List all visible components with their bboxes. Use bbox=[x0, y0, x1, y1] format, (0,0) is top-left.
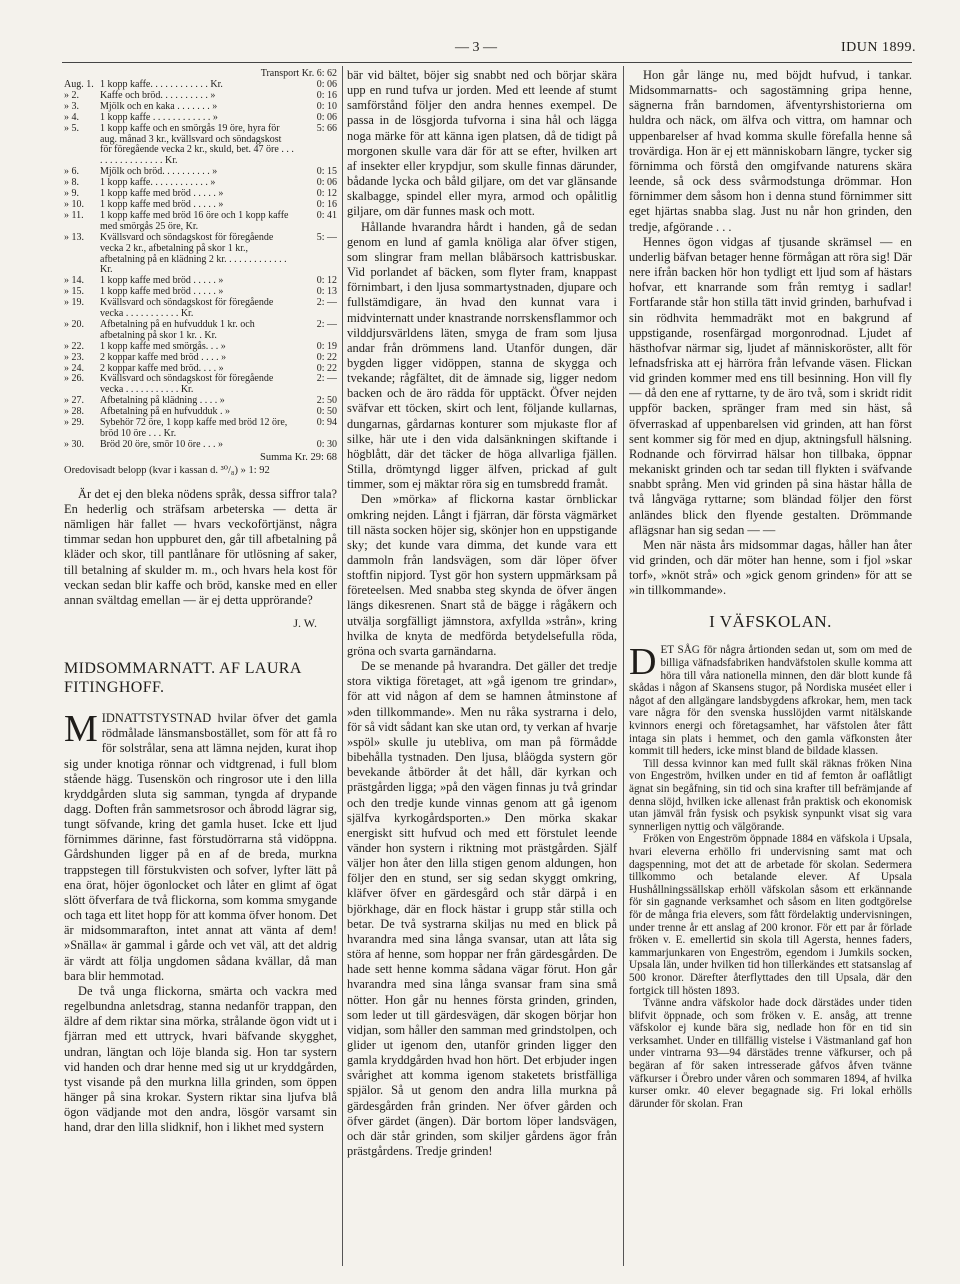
ledger-date: » 27. bbox=[64, 395, 84, 407]
ledger-amount: 0: 50 bbox=[316, 406, 337, 418]
ledger-date: » 14. bbox=[64, 275, 84, 287]
ledger-heading: Transport Kr. 6: 62 bbox=[260, 68, 337, 79]
article-paragraph: Hållande hvarandra hårdt i handen, gå de sedan genom en lund af gamla knöliga alar öfver stigen, som slingrar fram mellan blåbärsoch kattrisbuskar. Vid porlandet af bäcken, som flyter fram, knappast förnimbart, i den ljusa sommartystnaden, djupare och fullstämdigare, än hvad den kunnat vara i midvinternatt under knastrande norrskensflammor och vilddjursvärldens läten, smyga de fram som ljusa andar från drömmens land. Utanför dungen, där bygden ligger vidöppen, stanna de skygga och tvekande; rågfältet, dit de ämnade sig, ligger nedom backen och de äro rädda för upptäckt. Öfver nejden sväfvar ett töcken, skirt och lent, följande kullarnas, dungarnas, gårdarnas konturer som mjukaste flor af silke, här ute i den vida dalsänkningen skiftande i högblått, där det täcker de höga allvarliga fjällen. Stilla, drömtyngd ligger älfven, prickad af gult timmer, som ej mäktar röra sig en tumsbredd framåt. bbox=[347, 219, 617, 492]
ledger-item: 2 koppar kaffe med bröd . . . . » bbox=[100, 351, 227, 363]
article-paragraph: Men när nästa års midsommar dagas, håller han åter vid grinden, och där möter han henne, som i fjol »skar torf», »knöt strå» och »gick genom grinden» för att se »in tillkommande». bbox=[629, 537, 912, 598]
ledger-row bbox=[64, 211, 337, 233]
ledger-date: » 23. bbox=[64, 351, 84, 363]
ledger-date: » 30. bbox=[64, 438, 84, 450]
ledger-date: » 24. bbox=[64, 362, 84, 374]
ledger-amount: 5: 66 bbox=[316, 122, 337, 134]
ledger-remaining: Oredovisadt belopp (kvar i kassan d. ³⁰/₈) » 1: 92 bbox=[64, 464, 270, 476]
ledger-item: 1 kopp kaffe. . . . . . . . . . . . Kr. bbox=[100, 79, 223, 90]
article-paragraph: Hennes ögon vidgas af tjusande skrämsel — en underlig bäfvan betager henne förmågan att röra sig! Där nere ifrån backen hör hon tydligt ett ljud som af hästars hofvar, ett knarrande som från remtyg i sadlar! Fortfarande står hon stilla tätt invid grinden, barhufvad i sin rödhvita hemmadräkt mot en bakgrund af uppstigande, rosenfärgad morgonrodnad. Ljudet af hästhofvar närmar sig, ljudet af människoröster, allt för lefnadsfriska att ej härröra från lefvande väsen. Flickan vid grinden kommer med ens till besinning. Hon vill fly — då den ene af ryttarne, ty de äro två, som i skridt ridit uppför backen, spränger fram med sin häst, så öfverraskad af uppenbarelsen vid grinden, att han först sent kommer sig för med en djup, aktningsfull hälsning. Rodnande och förvirrad hälsar hon tillbaka, öppnar mekaniskt grinden och tar sedan till flykten i sväfvande snabbt språng. Men vid grinden på sina hästar hålla de två långväga ryttarne; som bländad följer den först anländes blick den flyende gestalten. Drömmande aflägsnar han sig sedan — — bbox=[629, 234, 912, 537]
ledger-date: » 5. bbox=[64, 122, 79, 134]
ledger-row bbox=[64, 353, 337, 364]
ledger-amount: 0: 94 bbox=[316, 417, 337, 429]
ledger-amount: 0: 16 bbox=[316, 89, 337, 101]
article-body bbox=[629, 641, 912, 1110]
ledger-item: 1 kopp kaffe med bröd . . . . . » bbox=[100, 198, 224, 210]
ledger-item: Bröd 20 öre, smör 10 öre . . . » bbox=[100, 438, 224, 450]
ledger-amount: 2: 50 bbox=[316, 395, 337, 407]
ledger-item: 1 kopp kaffe med smörgås. . . » bbox=[100, 340, 226, 352]
ledger-sum: Summa Kr. 29: 68 bbox=[259, 451, 337, 463]
signature: J. W. bbox=[293, 616, 317, 631]
ledger-amount: 0: 10 bbox=[316, 100, 337, 112]
ledger-amount: 0: 06 bbox=[316, 111, 337, 123]
ledger-amount: 0: 19 bbox=[316, 340, 337, 352]
header-rule bbox=[62, 62, 912, 63]
publication-title: IDUN 1899. bbox=[841, 40, 916, 55]
ledger-amount: 0: 15 bbox=[316, 166, 337, 178]
ledger-amount: 2: — bbox=[316, 373, 337, 385]
ledger-item: 1 kopp kaffe med bröd 16 öre och 1 kopp kaffe med smörgås 25 öre, Kr. bbox=[100, 209, 289, 232]
column-2 bbox=[347, 68, 617, 1159]
column-divider bbox=[623, 66, 624, 1266]
ledger-item: Kvällsvard och söndagskost för föregående vecka . . . . . . . . . . . Kr. bbox=[100, 297, 274, 320]
ledger-item: Mjölk och en kaka . . . . . . . » bbox=[100, 100, 218, 112]
ledger-amount: 2: — bbox=[316, 297, 337, 309]
ledger-date: » 13. bbox=[64, 231, 84, 243]
drop-cap: M bbox=[64, 708, 98, 751]
ledger-item: Mjölk och bröd. . . . . . . . . . » bbox=[100, 166, 218, 178]
ledger-item: 2 koppar kaffe med bröd. . . . » bbox=[100, 362, 224, 374]
ledger-date: » 26. bbox=[64, 373, 84, 385]
ledger-item: 1 kopp kaffe. . . . . . . . . . . . » bbox=[100, 177, 216, 189]
ledger-amount: 2: — bbox=[316, 318, 337, 330]
article-paragraph: De två unga flickorna, smärta och vackra med regelbundna anletsdrag, stanna nedanför trappan, den äldre af dem riktar sina mörka, strålande ögon vidt ut i fjärran med ett uttryck, hvari bäfvande skygghet, undran, längtan och löje blanda sig. Hon tar systern vid handen och drar henne med sig ut ur kryddgården, tyst visande på den murkna lilla grinden, som öppen hänger på sina krokar. Systern riktar sina ljufva blå ögon vädjande mot den andra, lösgör varsamt sin hand, drar den lilla slidknif, hon i likhet med systern bbox=[64, 983, 337, 1135]
article-paragraph: Den »mörka» af flickorna kastar örnblickar omkring nejden. Långt i fjärran, där första vägmärket till nästa socken höjer sig, skönjer hon en uppstigande sky; det kunde vara dimma, det kunde vara ett dammoln från landsvägen, som där löper öfver stoftfin nipjord. Tyst gör hon systern uppmärksam på företeelsen. Med snabba steg skynda de öfver ängen längs dikesrenen. Snart stå de bägge i rågåkern och utvälja sorgfälligt jämnstora, axfyllda »strån», kring hvilka de knyta de medförda betydelsefulla röda, gröna och svarta garnändarna. bbox=[347, 492, 617, 658]
ledger-amount: 0: 30 bbox=[316, 438, 337, 450]
article-paragraph: De se menande på hvarandra. Det gäller det tredje stora viktiga företaget, att »gå igenom tre grindar», för att vid någon af dem se hamnen åtminstone af »den tillkommande». Men nu råka systrarna i delo, för så vidt sådant kan ske utan ord, ty verkan af hvarje »spöl» skulle ju utebliva, om man på förmådde bibehålla tystnaden. Den ljusa, blåögda systern gör bevekande åtbörder åt det håll, där kyrkan och prästgården ligga; »på den vägen finnas ju två grindar och den tredje kunde vinnas genom att gå igenom själfva kyrkogårdsporten.» Den mörka skakar energiskt sitt hufvud och med ett förstulet leende vänder hon systern i riktning mot prästgården. Själf väljer hon åter den lilla stigen genom aldungen, hon följer den en stund, ser sig sedan skyggt omkring, kläfver öfver en gärdesgård och står därpå i en björkhage, där en flock hästar i grupp står stilla och betar. De två systrarna skiljas nu med en blick på hvarandra med sina långa svansar, utan att låta sig störa af henne, som hoppar ner från gärdesgården. De hade sett henne komma sådana vägar förut. Hon går hvarandra med sina långa svansar fram sina små nötter. Hon går nu hennes första grinden, grinden, som leder ut till gärdesvägen, där skogen börjar hon vidjan, som håller den samman med grindstolpen, och glider ut igenom den, utanför grinden ligger den gamla kryddgården hvad hon hört. Det erbjuder ingen svårighet att komma igenom staketets bristfälliga spjälor. Så ut genom den andra lilla murkna på gärdesgården från grinden. Ner öfver gården och öfver gärdet (ängen). Där bortom löper landsvägen, och där står grinden, som skiljer gårdens ägor från prästgårdens. Tredje grinden! bbox=[347, 659, 617, 1159]
lead-text: IDNATTSTYSTNAD hvilar öfver det gamla rödmålade länsmansbostället, som för att få ro för solstrålar, sena att lämna nejden, kurat ihop sig under knotiga rönnar och vidtgrenad, i full blom stående hägg. Tusenskön och ringrosor ute i den lilla kryddgården sluta sig samman, tyngda af drypande dagg. Doften från sammetsrosor och åbrodd lägrar sig, tungt söfvande, kring det gamla huset. Icke ett ljud förnimmes därinne, fast förstudörrarna stå vidöppna. Gårdshunden ligger på en af de breda, murkna trappstegen till förstukvisten och sofver, lyfter lätt på ena örat, höjer ögonlocket och låter en glimt af ögat slött öfverfara de två flickorna, som komma smygande och taga ett litet hopp för att komma öfver honom. Det är midsommarafton, intet annat att vänta af dem! »Snälla« är gammal i gårde och vet väl, att det aldrig är värdt att följa ungdomen sådana kvällar, då man bara blir hemmotad. bbox=[64, 711, 337, 983]
ledger-item: 1 kopp kaffe . . . . . . . . . . . . » bbox=[100, 111, 218, 123]
ledger-date: » 4. bbox=[64, 111, 79, 123]
article-paragraph: Till dessa kvinnor kan med fullt skäl räknas fröken Nina von Engeström, hvilken under en tid af femton år oaflåtligt ägnat sin begåfning, sin tid och sina krafter till befrämjande af denna slöjd, hvilken icke allenast från praktisk och ekonomisk utan jämväl från fysisk och psykisk synpunkt visat sig vara synnerligen nyttig och välgörande. bbox=[629, 757, 912, 833]
ledger-amount: 0: 06 bbox=[316, 79, 337, 90]
ledger-amount: 0: 13 bbox=[316, 286, 337, 298]
article-lead bbox=[629, 641, 912, 758]
ledger-date: » 10. bbox=[64, 198, 84, 210]
ledger-date: » 9. bbox=[64, 188, 79, 200]
column-1 bbox=[64, 68, 337, 1135]
ledger-date: » 15. bbox=[64, 286, 84, 298]
ledger-date: » 28. bbox=[64, 406, 84, 418]
ledger-amount: 0: 41 bbox=[316, 209, 337, 221]
ledger-amount: 0: 22 bbox=[316, 351, 337, 363]
ledger-row bbox=[64, 124, 337, 168]
ledger-item: Afbetalning på en hufvudduk 1 kr. och afbetalning på skor 1 kr. . Kr. bbox=[100, 318, 255, 341]
article-title: MIDSOMMARNATT. AF LAURA FITINGHOFF. bbox=[64, 660, 301, 697]
closing-paragraph: Är det ej den bleka nödens språk, dessa siffror tala? En hederlig och sträfsam arbeterska — detta är nämligen här fallet — hvars veckoförtjänst, några timmar sedan hon uppburet den, går till afbetalning på kläder och skor, till pantlånare för utlösning af saker, till betalning af skulder m. m., och hvars hela kost för veckan sedan blir kaffe och bröd, kanske med en eller annan svältdag emellan — är ej detta upprörande? bbox=[64, 486, 337, 607]
ledger-row bbox=[64, 320, 337, 342]
ledger-item: Kaffe och bröd. . . . . . . . . . » bbox=[100, 89, 216, 101]
article-lead bbox=[64, 708, 337, 984]
ledger-row bbox=[64, 418, 337, 440]
ledger-date: » 2. bbox=[64, 89, 79, 101]
ledger-item: Afbetalning på en hufvudduk . » bbox=[100, 406, 230, 418]
ledger-amount: 0: 16 bbox=[316, 198, 337, 210]
ledger-amount: 0: 12 bbox=[316, 275, 337, 287]
ledger-row bbox=[64, 374, 337, 396]
article-paragraph: Tvänne andra väfskolor hade dock därstädes under tiden blifvit öppnade, och som fröken v. E. ansåg, att trenne väfskolor ej kunde bära sig, nedlade hon för en tid sin verksamhet. Under en tillfällig vistelse i Västmanland gaf hon under vintrarna 93—94 därstädes trenne väfkurser, och på begäran af för saken intresserade gåfvos åfven tvänne väfkurser i Örebro under våren och sommaren 1894, af hvilka kurser omkr. 40 elever begagnade sig. Fri lokal erhölls därunder för skolan. Fran bbox=[629, 997, 912, 1110]
ledger-row bbox=[64, 113, 337, 124]
ledger-item: Kvällsvard och söndagskost för föregående vecka 2 kr., afbetalning på skor 1 kr., afbetalning på en klädning 2 kr. . . . . . . . . . . . . Kr. bbox=[100, 231, 287, 276]
ledger-date: » 22. bbox=[64, 340, 84, 352]
article-title: I VÄFSKOLAN. bbox=[709, 612, 832, 632]
ledger-amount: 0: 12 bbox=[316, 188, 337, 200]
ledger-date: » 8. bbox=[64, 177, 79, 189]
ledger-row bbox=[64, 440, 337, 451]
article-paragraph: Hon går länge nu, med böjdt hufvud, i tankar. Midsommarnatts- och sagostämning gripa henne, sägnerna från barndomen, äfventyrshistorierna om huldra och näck, om älfva och vittra, om hamnar och uppenbarelser af hvad komma skulle förefalla henne så trovärdiga. Hon är ej ett människobarn längre, tycker sig förnimma och förstå den omgifvande naturens skära leende, så ock dess svårmodstunga drömmar. Hon förnimmer dem såsom hon i denna stund förnimmer sitt eget hjärtas snabba slag. Just nu når hon grinden, den tredje, afgörande . . . bbox=[629, 68, 912, 234]
ledger-amount: 0: 06 bbox=[316, 177, 337, 189]
ledger-date: » 6. bbox=[64, 166, 79, 178]
column-3 bbox=[629, 68, 912, 1110]
ledger-date: » 19. bbox=[64, 297, 84, 309]
ledger-item: Sybehör 72 öre, 1 kopp kaffe med bröd 12 öre, bröd 10 öre . . . Kr. bbox=[100, 417, 288, 439]
ledger-date: » 11. bbox=[64, 209, 84, 221]
ledger-item: Kvällsvard och söndagskost för föregående vecka . . . . . . . . . . . Kr. bbox=[100, 373, 274, 396]
expense-ledger bbox=[64, 80, 337, 451]
ledger-amount: 0: 22 bbox=[316, 362, 337, 374]
ledger-date: » 3. bbox=[64, 100, 79, 112]
ledger-item: Afbetalning på klädning . . . . » bbox=[100, 395, 225, 407]
ledger-date: » 20. bbox=[64, 318, 84, 330]
article-paragraph: bär vid bältet, böjer sig snabbt ned och börjar skära upp en rund tufva ur jorden. Med ett leende af stumt samförstånd följer den andra hennes exempel. De passa in de lösgjorda tufvorna i sina hål och lägga noga märke för att känna igen platsen, då de tidigt på morgonen skulle vara där för att se efter, hvilken art af insekter eller krypdjur, som skulle finnas därunder, bådande lycka och båld giljare, om det var glänsande skalbagge, spindel eller myra, armod och opålitlig giljare, om där funnes mask och mott. bbox=[347, 68, 617, 219]
article-paragraph: Fröken von Engeström öppnade 1884 en väfskola i Upsala, hvari eleverna erhöllo fri undervisning samt mat och dagspenning, mot det att de arbetade för skolan. Sedermera tillkommo och betalande elever. Af Upsala Hushållningssällskap erhöll väfskolan såsom ett erkännande för sin gagnande verksamhet och såsom en liten godtgörelse för de många fria elevers, som fått fördelaktig undervisningen, under trenne år ett anslag af 200 kronor. För ett par år förlade fröken v. E. emellertid sin skola till Agersta, hennes faders, kammarjunkaren von Engeström, egendom i Jumkils socken, Upsala län, under hvilken tid hon tillerkändes ett statsanslag af 500 kronor. Därefter återflyttades den till Upsala, där den fortgick till hösten 1893. bbox=[629, 833, 912, 997]
ledger-row bbox=[64, 233, 337, 277]
ledger-item: 1 kopp kaffe med bröd . . . . . » bbox=[100, 286, 224, 298]
page-header bbox=[0, 38, 960, 60]
ledger-date: » 29. bbox=[64, 417, 84, 429]
ledger-date: Aug. 1. bbox=[64, 79, 94, 90]
drop-cap: D bbox=[629, 641, 657, 684]
ledger-amount: 5: — bbox=[316, 231, 337, 243]
ledger-item: 1 kopp kaffe med bröd . . . . . » bbox=[100, 275, 224, 287]
lead-text: ET SÅG för några årtionden sedan ut, som om med de billiga väfnadsfabriken handväfstolen skulle komma att höra till våra nationella minnen, den där blott kunde få skådas i någon af Skansens stugor, på Nordiska muséet eller i något af den allgängare landsbygdens afkrokar, hem, men tack vare några för den svenska husslöjden varmt nitälskande kvinnors energi och företagsamhet, har väfstolen åter fått intaga sin plats i hemmet, och den gamla väfkonsten åter kommit till heders, icke minst bland de bildade klassen. bbox=[629, 644, 912, 758]
ledger-row bbox=[64, 298, 337, 320]
ledger-item: 1 kopp kaffe och en smörgås 19 öre, hyra för aug. månad 3 kr., kvällsvard och söndagskost för föregående vecka 2 kr., skuld, bet. 47 öre . . . . . . . . . . . . . . . . Kr. bbox=[100, 122, 294, 167]
ledger-item: 1 kopp kaffe med bröd . . . . . » bbox=[100, 188, 224, 200]
page-number: — 3 — bbox=[455, 40, 497, 55]
column-divider bbox=[342, 66, 343, 1266]
